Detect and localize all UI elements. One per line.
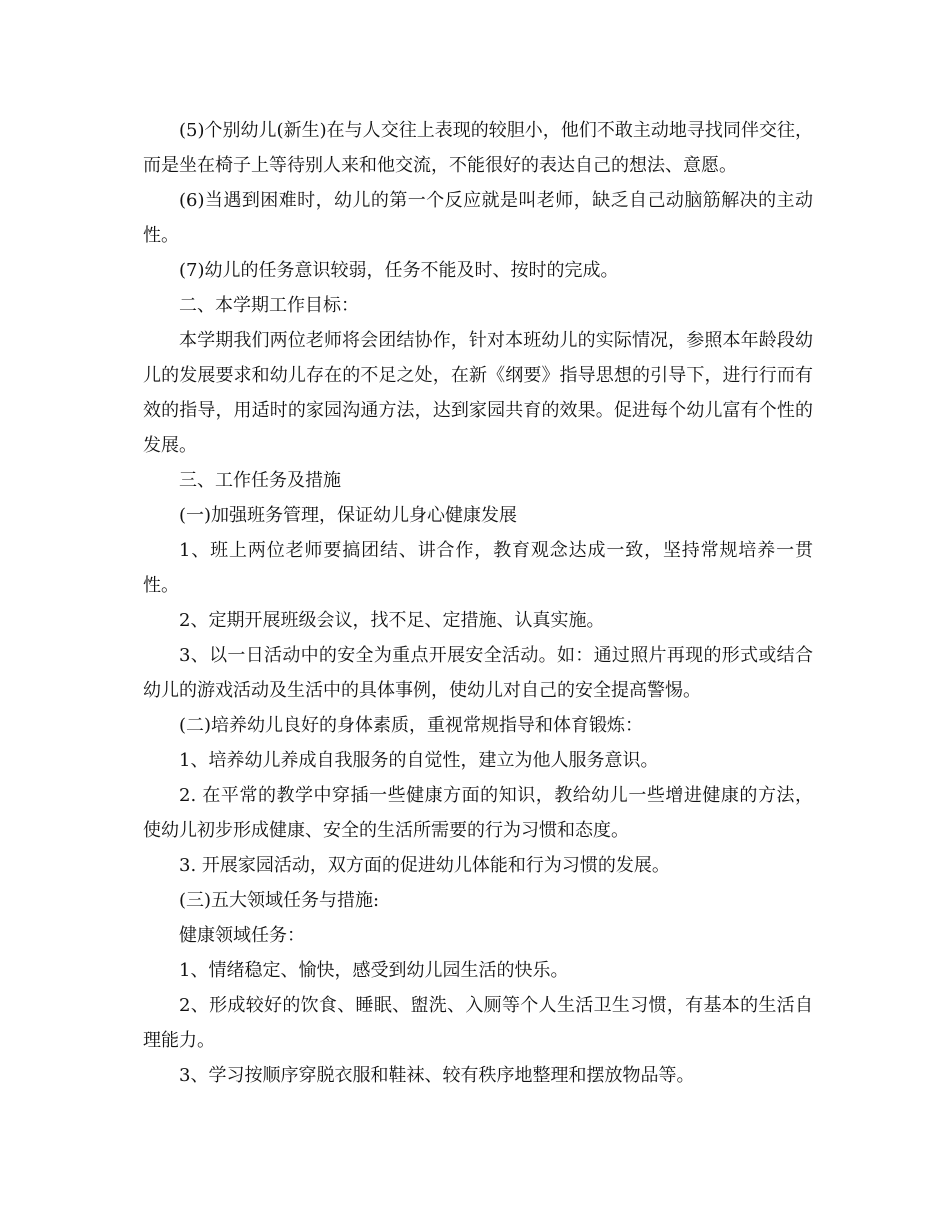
section-heading-tasks: 三、工作任务及措施 (179, 470, 341, 491)
paragraph-safety-activities: 3、以一日活动中的安全为重点开展安全活动。如：通过照片再现的形式或结合幼儿的游戏活动及生活中的具体事例，使幼儿对自己的安全提高警惕。 (143, 645, 813, 701)
paragraph-7-task-awareness: (7)幼儿的任务意识较弱，任务不能及时、按时的完成。 (179, 260, 619, 281)
paragraph-emotional-stability: 1、情绪稳定、愉快，感受到幼儿园生活的快乐。 (179, 960, 569, 981)
document-body (143, 113, 813, 1093)
subheading-health-domain: 健康领域任务： (179, 925, 305, 946)
paragraph-5-shy-children: (5)个别幼儿(新生)在与人交往上表现的较胆小，他们不敢主动地寻找同伴交往，而是坐在椅子上等待别人来和他交流，不能很好的表达自己的想法、意愿。 (143, 120, 813, 176)
paragraph-teacher-cooperation: 1、班上两位老师要搞团结、讲合作，教育观念达成一致，坚持常规培养一贯性。 (143, 540, 813, 596)
paragraph-self-service: 1、培养幼儿养成自我服务的自觉性，建立为他人服务意识。 (179, 750, 659, 771)
paragraph-6-call-teacher: (6)当遇到困难时，幼儿的第一个反应就是叫老师，缺乏自己动脑筋解决的主动性。 (143, 190, 813, 246)
paragraph-dressing-order: 3、学习按顺序穿脱衣服和鞋袜、较有秩序地整理和摆放物品等。 (179, 1065, 695, 1086)
paragraph-health-knowledge: 2. 在平常的教学中穿插一些健康方面的知识，教给幼儿一些增进健康的方法，使幼儿初步形成健康、安全的生活所需要的行为习惯和态度。 (143, 785, 813, 841)
subheading-five-domains: (三)五大领域任务与措施: (179, 890, 380, 911)
paragraph-home-activities: 3. 开展家园活动，双方面的促进幼儿体能和行为习惯的发展。 (179, 855, 670, 876)
paragraph-living-habits: 2、形成较好的饮食、睡眠、盥洗、入厕等个人生活卫生习惯，有基本的生活自理能力。 (143, 995, 813, 1051)
subheading-class-management: (一)加强班务管理，保证幼儿身心健康发展 (179, 505, 518, 526)
subheading-physical-quality: (二)培养幼儿良好的身体素质，重视常规指导和体育锻炼： (179, 715, 644, 736)
paragraph-class-meetings: 2、定期开展班级会议，找不足、定措施、认真实施。 (179, 610, 605, 631)
section-heading-goals: 二、本学期工作目标： (179, 295, 359, 316)
paragraph-goals-body: 本学期我们两位老师将会团结协作，针对本班幼儿的实际情况，参照本年龄段幼儿的发展要求和幼儿存在的不足之处，在新《纲要》指导思想的引导下，进行行而有效的指导，用适时的家园沟通方法，达到家园共育的效果。促进每个幼儿富有个性的发展。 (143, 330, 813, 456)
